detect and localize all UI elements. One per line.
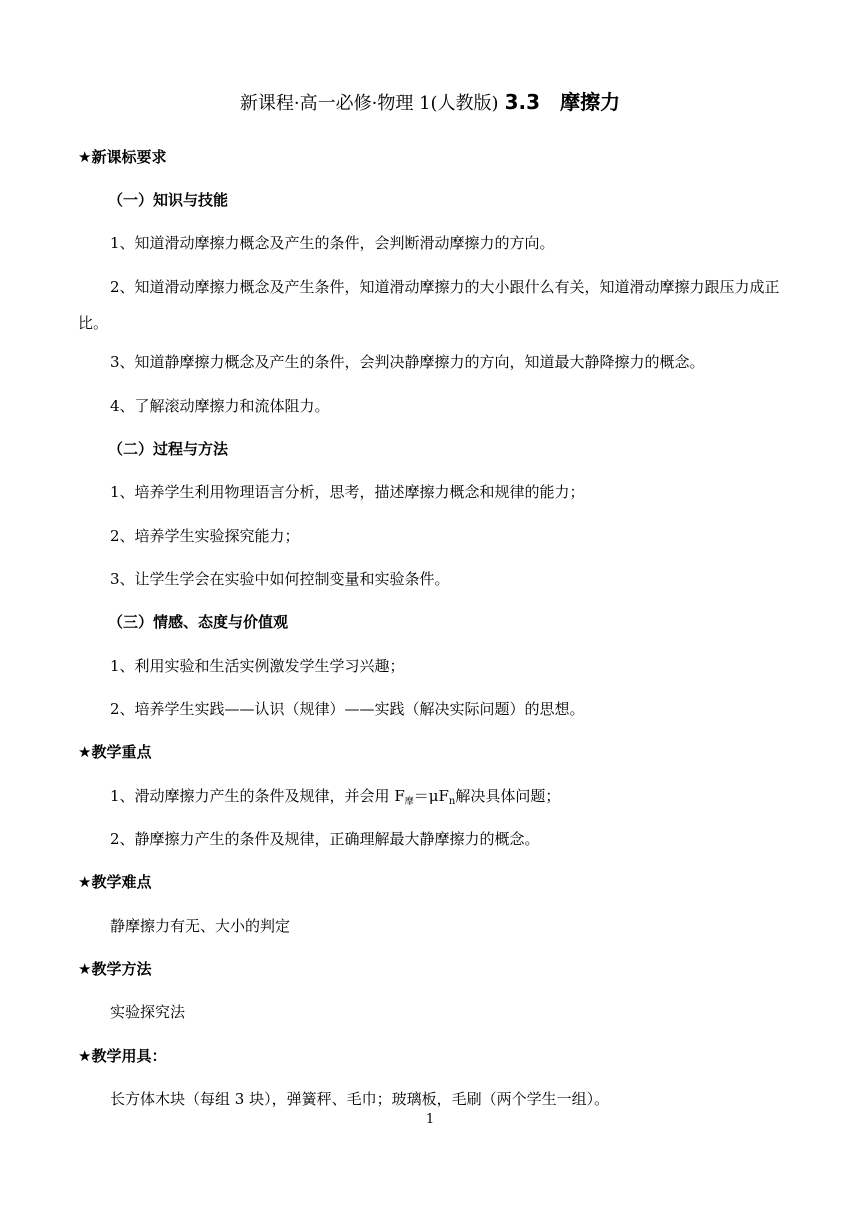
- document-title: [0, 88, 860, 118]
- key-point-1-post: 解决具体问题；: [455, 787, 561, 805]
- knowledge-item-4: 4、了解滚动摩擦力和流体阻力。: [110, 397, 330, 415]
- process-item-1: 1、培养学生利用物理语言分析，思考，描述摩擦力概念和规律的能力；: [110, 483, 585, 501]
- heading-emotion-values: （三）情感、态度与价值观: [108, 613, 289, 631]
- heading-key-points: ★教学重点: [78, 743, 152, 761]
- heading-process-method: （二）过程与方法: [108, 440, 229, 458]
- tools-text: 长方体木块（每组 3 块），弹簧秤、毛巾；玻璃板，毛刷（两个学生一组）。: [110, 1090, 610, 1108]
- key-point-1-sub-n: n: [448, 796, 456, 807]
- key-point-1-pre: 1、滑动摩擦力产生的条件及规律，并会用 F: [110, 787, 405, 805]
- heading-new-standard: ★新课标要求: [78, 148, 167, 166]
- knowledge-item-1: 1、知道滑动摩擦力概念及产生的条件，会判断滑动摩擦力的方向。: [110, 234, 555, 252]
- knowledge-item-3: 3、知道静摩擦力概念及产生的条件，会判决静摩擦力的方向，知道最大静降擦力的概念。: [110, 353, 705, 371]
- difficulty-text: 静摩擦力有无、大小的判定: [110, 917, 291, 935]
- title-course: 新课程·高一必修·物理 1(人教版): [239, 93, 499, 114]
- knowledge-item-2: 2、知道滑动摩擦力概念及产生条件，知道滑动摩擦力的大小跟什么有关，知道滑动摩擦力跟压力成正比。: [78, 278, 780, 332]
- key-point-1: [110, 785, 560, 813]
- heading-knowledge-skills: （一）知识与技能: [108, 191, 229, 209]
- key-point-2: 2、静摩擦力产生的条件及规律，正确理解最大静摩擦力的概念。: [110, 830, 540, 848]
- method-text: 实验探究法: [110, 1003, 186, 1021]
- process-item-2: 2、培养学生实验探究能力；: [110, 527, 300, 545]
- key-point-1-mid: ＝μF: [413, 787, 449, 805]
- title-section: 3.3 摩擦力: [504, 90, 621, 114]
- key-point-1-sub-mo: 摩: [404, 797, 414, 807]
- page-number: 1: [425, 1112, 435, 1127]
- process-item-3: 3、让学生学会在实验中如何控制变量和实验条件。: [110, 570, 450, 588]
- emotion-item-1: 1、利用实验和生活实例激发学生学习兴趣；: [110, 657, 405, 675]
- heading-method: ★教学方法: [78, 960, 152, 978]
- emotion-item-2: 2、培养学生实践——认识（规律）——实践（解决实际问题）的思想。: [110, 700, 585, 718]
- heading-tools: ★教学用具：: [78, 1047, 167, 1065]
- heading-difficulty: ★教学难点: [78, 873, 152, 891]
